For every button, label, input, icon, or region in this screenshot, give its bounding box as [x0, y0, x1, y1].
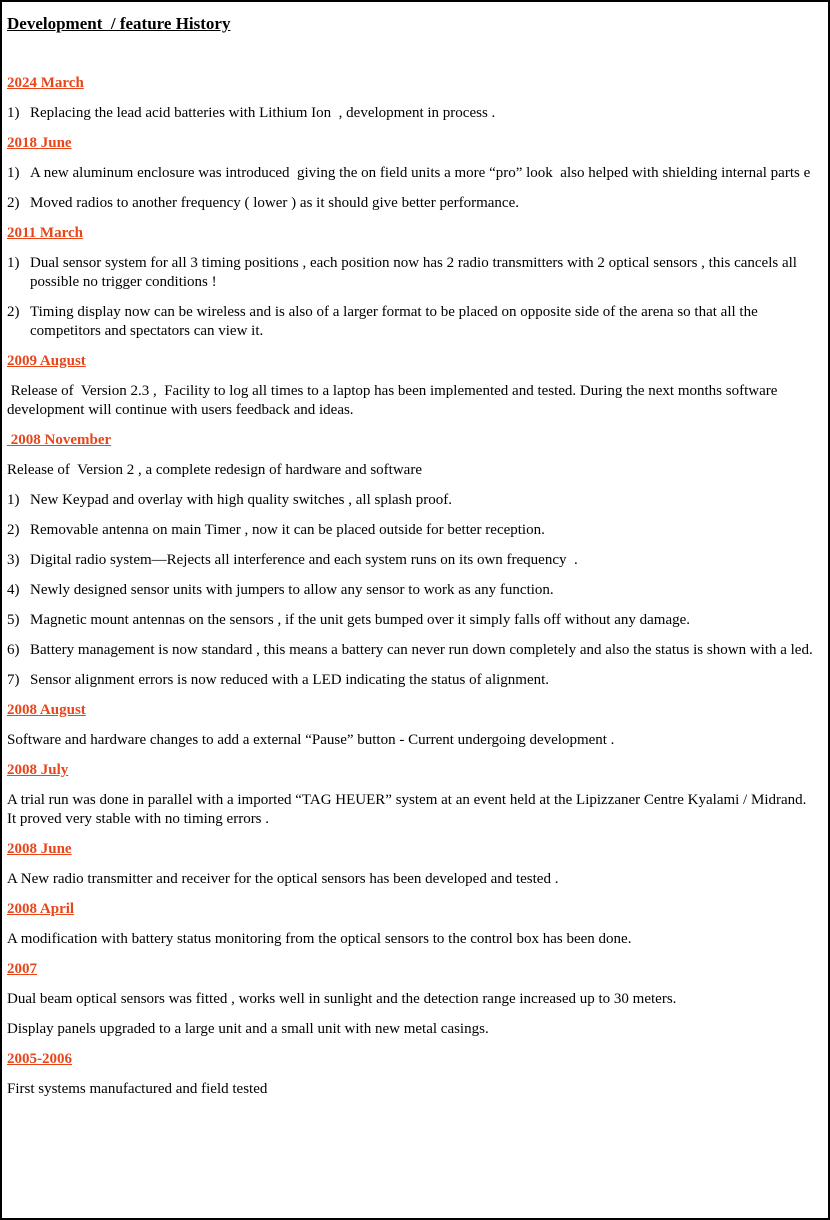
list-item-text: Newly designed sensor units with jumpers to allow any sensor to work as any function. [30, 582, 554, 598]
section-2008-august [7, 701, 815, 750]
list-item [7, 491, 815, 510]
list-marker: 2) [7, 522, 20, 538]
list-item [7, 521, 815, 540]
paragraph: Display panels upgraded to a large unit and a small unit with new metal casings. [7, 1021, 489, 1037]
list-item [7, 611, 815, 630]
section-2008-july [7, 761, 815, 829]
list-item [7, 303, 815, 341]
list-marker: 7) [7, 672, 20, 688]
list-item [7, 104, 815, 123]
section-heading: 2008 November [7, 432, 112, 448]
section-2005-2006 [7, 1050, 815, 1099]
list-item [7, 671, 815, 690]
paragraph: Release of Version 2.3 , Facility to log all times to a laptop has been implemented and tested. During the next months software development will continue with users feedback and ideas. [7, 383, 782, 418]
list-marker: 6) [7, 642, 20, 658]
list-marker: 1) [7, 165, 20, 181]
section-heading: 2009 August [7, 353, 86, 369]
list-marker: 2) [7, 304, 20, 320]
list-item-text: A new aluminum enclosure was introduced giving the on field units a more “pro” look also helped with shielding internal parts e [30, 165, 811, 181]
list-item-text: New Keypad and overlay with high quality switches , all splash proof. [30, 492, 452, 508]
list-item-text: Magnetic mount antennas on the sensors , if the unit gets bumped over it simply falls off without any damage. [30, 612, 691, 628]
section-heading: 2011 March [7, 225, 83, 241]
section-heading: 2024 March [7, 75, 84, 91]
list-item [7, 254, 815, 292]
list-item [7, 164, 815, 183]
list-marker: 3) [7, 552, 20, 568]
paragraph: A modification with battery status monitoring from the optical sensors to the control box has been done. [7, 931, 632, 947]
list-item-text: Sensor alignment errors is now reduced with a LED indicating the status of alignment. [30, 672, 550, 688]
paragraph: Dual beam optical sensors was fitted , works well in sunlight and the detection range increased up to 30 meters. [7, 991, 677, 1007]
section-2018-june [7, 134, 815, 213]
list-marker: 1) [7, 492, 20, 508]
list-marker: 1) [7, 255, 20, 271]
list-item-text: Dual sensor system for all 3 timing positions , each position now has 2 radio transmitters with 2 optical sensors , this cancels all possible no trigger conditions ! [30, 255, 801, 290]
section-heading: 2008 April [7, 901, 75, 917]
list-item-text: Moved radios to another frequency ( lower ) as it should give better performance. [30, 195, 519, 211]
section-2011-march [7, 224, 815, 341]
section-heading: 2008 August [7, 702, 86, 718]
list-item [7, 581, 815, 600]
list-item-text: Removable antenna on main Timer , now it can be placed outside for better reception. [30, 522, 545, 538]
section-2008-april [7, 900, 815, 949]
list-item-text: Timing display now can be wireless and is also of a larger format to be placed on opposite side of the arena so that all the competitors and spectators can view it. [30, 304, 762, 339]
list-marker: 5) [7, 612, 20, 628]
list-item [7, 551, 815, 570]
section-2008-november [7, 431, 815, 690]
list-item-text: Battery management is now standard , this means a battery can never run down completely and also the status is shown with a led. [30, 642, 813, 658]
paragraph: A New radio transmitter and receiver for the optical sensors has been developed and tested . [7, 871, 559, 887]
list-item-text: Replacing the lead acid batteries with Lithium Ion , development in process . [30, 105, 496, 121]
list-item-text: Digital radio system—Rejects all interference and each system runs on its own frequency . [30, 552, 578, 568]
section-2007 [7, 960, 815, 1039]
section-2024-march [7, 74, 815, 123]
list-marker: 4) [7, 582, 20, 598]
section-heading: 2007 [7, 961, 37, 977]
section-heading: 2008 June [7, 841, 72, 857]
paragraph: A trial run was done in parallel with a imported “TAG HEUER” system at an event held at the Lipizzaner Centre Kyalami / Midrand. It proved very stable with no timing errors . [7, 792, 814, 827]
list-marker: 2) [7, 195, 20, 211]
paragraph: Release of Version 2 , a complete redesign of hardware and software [7, 462, 422, 478]
paragraph: Software and hardware changes to add a external “Pause” button - Current undergoing development . [7, 732, 615, 748]
list-item [7, 194, 815, 213]
section-heading: 2005-2006 [7, 1051, 72, 1067]
paragraph: First systems manufactured and field tested [7, 1081, 268, 1097]
section-2009-august [7, 352, 815, 420]
list-marker: 1) [7, 105, 20, 121]
page-title: Development / feature History [7, 14, 231, 33]
section-2008-june [7, 840, 815, 889]
list-item [7, 641, 815, 660]
section-heading: 2008 July [7, 762, 69, 778]
section-heading: 2018 June [7, 135, 72, 151]
